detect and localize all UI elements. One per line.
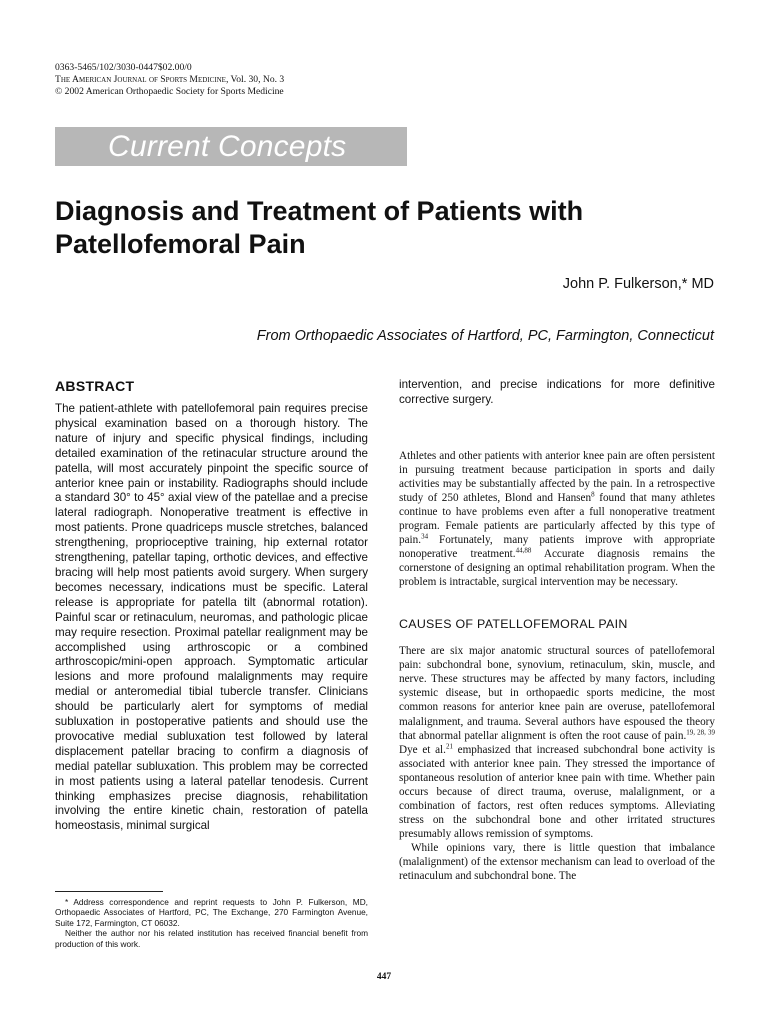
footnotes: [55, 897, 368, 949]
journal-citation: [55, 74, 284, 86]
journal-name: The American Journal of Sports Medicine: [55, 74, 226, 85]
causes-paragraph-2: While opinions vary, there is little question that imbalance (malalignment) of the extensor mechanism can lead to overload of the retinaculum and subchondral bone. The: [399, 841, 715, 883]
abstract-text: The patient-athlete with patellofemoral pain requires precise physical examination based on a thorough history. The nature of injury and specific physical findings, including detailed examination of the retinacular structure around the patella, will most accurately pinpoint the specific source of anterior knee pain or instability. Radiographs should include a standard 30° to 45° axial view of the patellae and a precise lateral radiograph. Nonoperative treatment is effective in most patients. Prone quadriceps muscle stretches, balanced strengthening, proprioceptive training, hip external rotator strengthening, patellar taping, orthotic devices, and effective bracing will help most patients avoid surgery. When surgery becomes necessary, indications must be specific. Lateral release is appropriate for patella tilt (abnormal rotation). Painful scar or retinaculum, neuromas, and pathologic plicae may require resection. Proximal patellar realignment may be accomplished using arthroscopic or a combined arthroscopic/mini-open approach. Symptomatic articular lesions and more profound malalignments may require medial or anteromedial tibial tubercle transfer. Clinicians should be particularly alert for symptoms of medial subluxation in postoperative patients and should use the provocative medial subluxation test followed by lateral displacement patellar bracing to confirm a diagnosis of medial patellar subluxation. This problem may be corrected in most patients using a lateral patellar tenodesis. Current thinking emphasizes precise diagnosis, rehabilitation involving the entire kinetic chain, restoration of patella homeostasis, minimal surgical: [55, 402, 368, 833]
author-line: John P. Fulkerson,* MD: [562, 276, 714, 292]
volume-info: , Vol. 30, No. 3: [225, 74, 285, 85]
abstract-continuation: intervention, and precise indications for more definitive corrective surgery.: [399, 378, 715, 406]
journal-code: 0363-5465/102/3030-0447$02.00/0: [55, 62, 192, 73]
article-title: Diagnosis and Treatment of Patients with Patellofemoral Pain: [55, 196, 584, 259]
left-column: [55, 378, 368, 834]
footnote-divider: [55, 891, 163, 892]
abstract-heading: ABSTRACT: [55, 378, 135, 394]
footnote-correspondence: * Address correspondence and reprint requests to John P. Fulkerson, MD, Orthopaedic Associates of Hartford, PC, The Exchange, 270 Farmington Avenue, Suite 172, Farmington, CT 06032.: [55, 897, 368, 928]
section-banner: [55, 127, 407, 166]
intro-paragraph: Athletes and other patients with anterior knee pain are often persistent in pursuing treatment because participation in sports and daily activities may be substantially affected by the pain. In a retrospective study of 250 athletes, Blond and Hansen$^8$ found that many athletes continue to have problems even after a full nonoperative treatment program. Female patients are particularly affected by this type of pain.$^{34}$ Fortunately, many patients improve with appropriate nonoperative treatment.$^{44,88}$ Accurate diagnosis remains the cornerstone of designing an optimal rehabilitation program. When the problem is intractable, surgical intervention may be necessary.: [399, 449, 715, 589]
copyright-line: © 2002 American Orthopaedic Society for Sports Medicine: [55, 86, 284, 97]
page-number: 447: [376, 972, 392, 982]
affiliation: From Orthopaedic Associates of Hartford, PC, Farmington, Connecticut: [256, 328, 714, 344]
section-banner-label: Current Concepts: [108, 130, 347, 163]
right-column: [399, 378, 715, 883]
footnote-disclosure: Neither the author nor his related institution has received financial benefit from production of this work.: [55, 928, 368, 949]
causes-paragraph-1: There are six major anatomic structural sources of patellofemoral pain: subchondral bone, synovium, retinaculum, skin, muscle, and nerve. These structures may be affected by many factors, including systemic disease, but in orthopaedic sports medicine, the most common reasons for anterior knee pain are overuse, patellofemoral malalignment, and trauma. Several authors have espoused the theory that abnormal patellar alignment is often the root cause of pain.$^{19, 28, 39}$ Dye et al.$^{21}$ emphasized that increased subchondral bone activity is associated with anterior knee pain. They stressed the importance of spontaneous resolution of anterior knee pain with time. Whether pain occurs because of direct trauma, overuse, malalignment, or a combination of factors, rest often reduces symptoms. Alleviating stress on the subchondral bone and other irritated structures presumably allows remission of symptoms.: [399, 645, 715, 840]
causes-heading: CAUSES OF PATELLOFEMORAL PAIN: [399, 617, 628, 632]
journal-header: [55, 62, 284, 98]
